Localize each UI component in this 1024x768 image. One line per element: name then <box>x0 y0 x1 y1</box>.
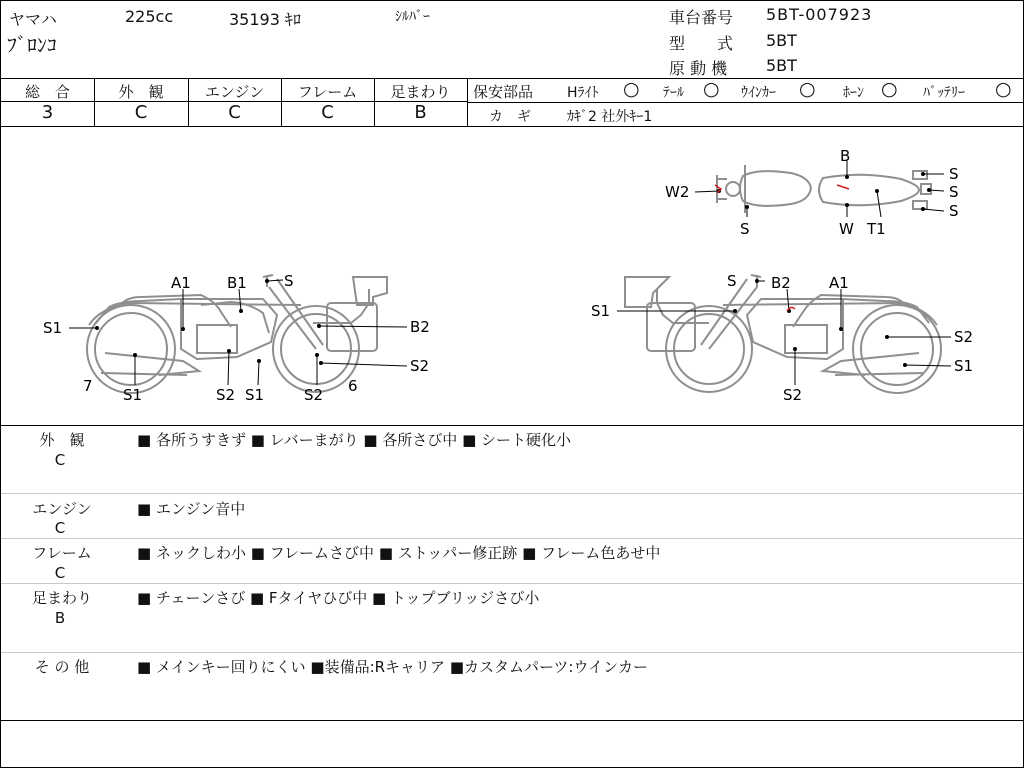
grade-label-engine: エンジン <box>204 83 265 101</box>
key-label: カ ギ <box>489 109 531 125</box>
comment-text-suspension: ■ チェーンさび ■ Fタイヤひび中 ■ トップブリッジさび小 <box>137 589 540 607</box>
callout-left-6: 6 <box>348 377 358 395</box>
grade-value-suspension: B <box>414 102 427 123</box>
grade-label-frame: フレーム <box>297 83 358 101</box>
grade-value-frame: C <box>321 102 334 123</box>
callout-top-t1: T1 <box>867 220 886 238</box>
safety-horn-mark: ○ <box>881 78 898 100</box>
damage-diagram <box>1 127 1023 425</box>
callout-top-s3: S <box>949 202 959 220</box>
mileage: 35193 ｷﾛ <box>229 10 301 29</box>
safety-battery: ﾊﾞｯﾃﾘｰ <box>923 85 965 101</box>
divider <box>1 493 1023 494</box>
grade-label-suspension: 足まわり <box>390 83 451 101</box>
right-side-bike <box>625 275 941 393</box>
callout-right-s2a: S2 <box>954 328 974 346</box>
comment-text-frame: ■ ネックしわ小 ■ フレームさび中 ■ ストッパー修正跡 ■ フレーム色あせ中 <box>137 544 661 562</box>
comment-text-other: ■ メインキー回りにくい ■装備品:Rキャリア ■カスタムパーツ:ウインカー <box>137 658 649 676</box>
callout-left-s2b: S2 <box>216 386 236 404</box>
callout-top-s2: S <box>949 183 959 201</box>
callout-left-7: 7 <box>83 377 93 395</box>
divider <box>1 652 1023 653</box>
grade-label-overall: 総 合 <box>24 83 70 101</box>
safety-label: 保安部品 <box>473 83 534 101</box>
callout-right-b2: B2 <box>771 274 791 292</box>
key-value: ｶｷﾞ2 社外ｷｰ1 <box>567 109 653 125</box>
safety-winker: ｳｲﾝｶｰ <box>741 85 776 101</box>
callout-top-s4: S <box>740 220 750 238</box>
callout-left-s1b: S1 <box>123 386 143 404</box>
divider <box>1 720 1023 721</box>
safety-headlight: Hﾗｲﾄ <box>567 85 599 101</box>
safety-headlight-mark: ○ <box>623 78 640 100</box>
model-name: ﾌﾞﾛﾝｺ <box>7 33 57 57</box>
callout-right-s2b: S2 <box>783 386 803 404</box>
type-label: 型 式 <box>669 34 734 53</box>
callout-top-w2: W2 <box>665 183 690 201</box>
comment-grade-engine: C <box>54 519 66 537</box>
callout-right-a1: A1 <box>829 274 849 292</box>
divider <box>1 425 1023 426</box>
comment-grade-exterior: C <box>54 451 66 469</box>
grade-value-exterior: C <box>134 102 148 123</box>
callout-top-s1: S <box>949 165 959 183</box>
callout-left-s2c: S2 <box>304 386 324 404</box>
top-view-bike <box>717 165 931 213</box>
callout-right-s1a: S1 <box>591 302 611 320</box>
grade-value-overall: 3 <box>41 102 54 123</box>
comment-grade-frame: C <box>54 564 66 582</box>
safety-horn: ﾎｰﾝ <box>843 85 864 101</box>
callout-left-a1: A1 <box>171 274 191 292</box>
callout-left-s1a: S1 <box>43 319 63 337</box>
safety-winker-mark: ○ <box>799 78 816 100</box>
callout-left-s: S <box>284 272 294 290</box>
callout-left-b1: B1 <box>227 274 247 292</box>
frame-no-label: 車台番号 <box>669 8 734 27</box>
comment-head-frame: フレーム <box>32 544 92 562</box>
comment-head-other: そ の 他 <box>34 658 90 676</box>
comment-head-suspension: 足まわり <box>31 589 92 607</box>
comment-text-exterior: ■ 各所うすきず ■ レバーまがり ■ 各所さび中 ■ シート硬化小 <box>137 431 572 449</box>
comment-head-engine: エンジン <box>32 500 92 518</box>
divider <box>1 78 1023 79</box>
divider <box>1 538 1023 539</box>
callout-right-s: S <box>727 272 737 290</box>
comment-text-engine: ■ エンジン音中 <box>137 500 246 518</box>
callout-right-s1b: S1 <box>954 357 974 375</box>
grade-value-engine: C <box>228 102 241 123</box>
left-side-bike <box>87 275 387 393</box>
type-value: 5BT <box>766 31 797 50</box>
safety-battery-mark: ○ <box>995 78 1012 100</box>
divider <box>1 583 1023 584</box>
callout-top-b: B <box>840 147 851 165</box>
engine-label: 原 動 機 <box>669 59 728 78</box>
divider <box>467 102 1023 103</box>
callout-left-b2: B2 <box>410 318 430 336</box>
engine-value: 5BT <box>766 56 797 75</box>
safety-taillight: ﾃｰﾙ <box>663 85 684 101</box>
comment-head-exterior: 外 観 <box>39 431 85 449</box>
displacement: 225cc <box>125 7 174 26</box>
safety-taillight-mark: ○ <box>703 78 720 100</box>
frame-no-value: 5BT-007923 <box>766 5 873 24</box>
grade-label-exterior: 外 観 <box>118 83 164 101</box>
callout-left-s1c: S1 <box>245 386 265 404</box>
color: ｼﾙﾊﾞｰ <box>395 9 430 25</box>
callout-top-w: W <box>839 220 854 238</box>
callout-left-s2a: S2 <box>410 357 430 375</box>
comment-grade-suspension: B <box>54 609 66 627</box>
maker: ヤマハ <box>9 10 57 29</box>
